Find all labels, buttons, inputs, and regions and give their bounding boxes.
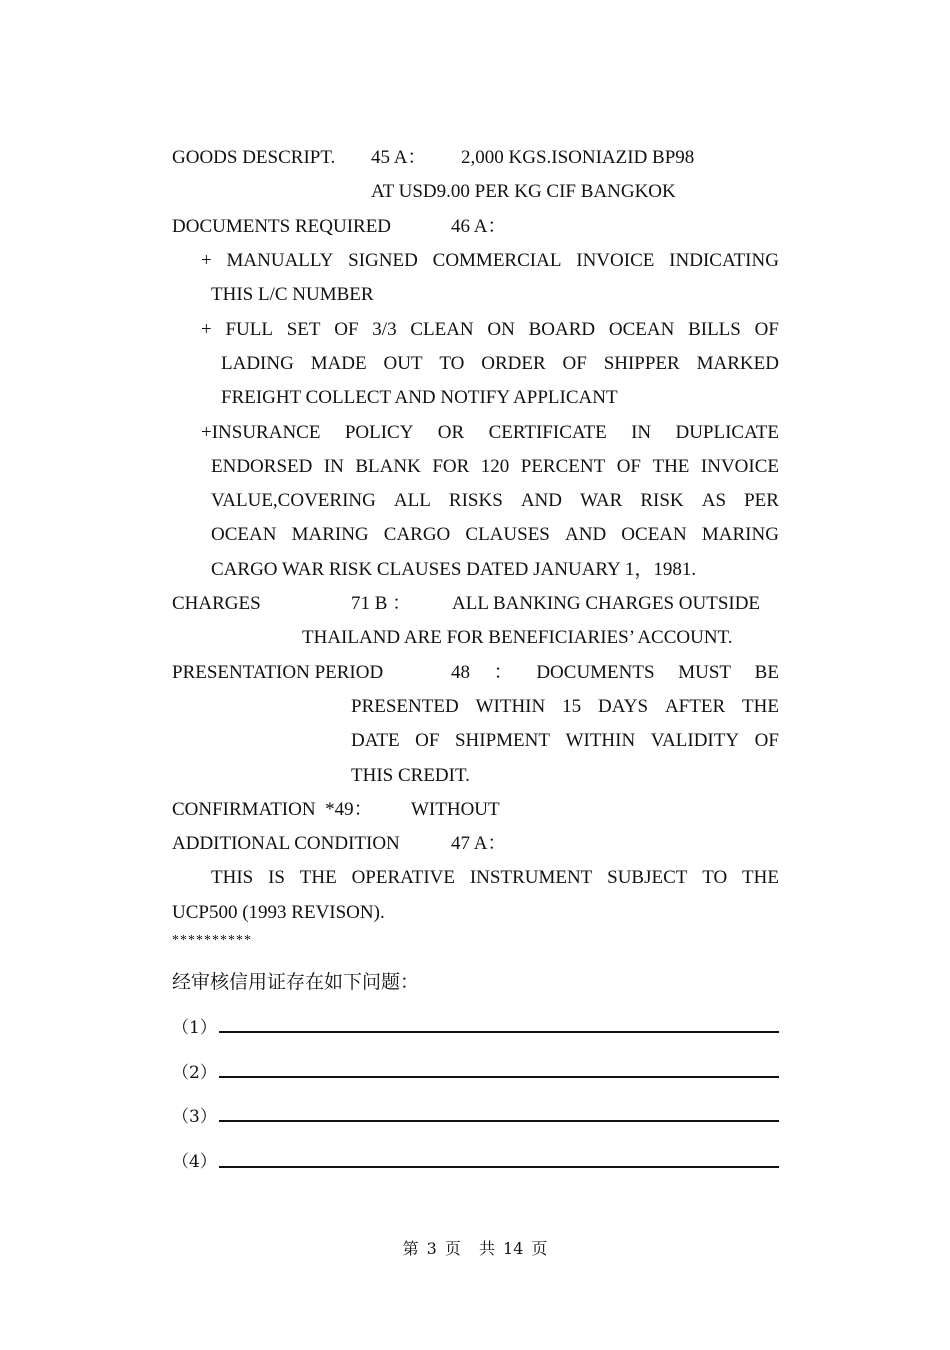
doc-item2-line2: LADING MADE OUT TO ORDER OF SHIPPER MARKED [221,353,779,374]
footer-total-label-b: 页 [531,1239,548,1258]
doc-item3-line1: +INSURANCE POLICY OR CERTIFICATE IN DUPLICATE [201,422,779,443]
charges-value-line2: THAILAND ARE FOR BENEFICIARIES’ ACCOUNT. [302,627,733,648]
goods-label: GOODS DESCRIPT. [172,147,336,168]
documents-label: DOCUMENTS REQUIRED [172,216,392,237]
footer-page-label-b: 页 [444,1239,461,1258]
goods-field-tag: 45 A： [371,147,427,168]
answer-line-2 [219,1076,779,1078]
footer-total-num: 14 [503,1239,524,1258]
answer-number-2: （2） [172,1063,217,1083]
answer-number-3: （3） [172,1107,217,1127]
presentation-line1: 48 ： DOCUMENTS MUST BE [451,662,779,683]
footer-page-label-a: 第 [402,1239,419,1258]
doc-item1-line2: THIS L/C NUMBER [211,284,374,305]
answer-number-1: （1） [172,1018,217,1038]
additional-label: ADDITIONAL CONDITION [172,833,400,854]
presentation-label: PRESENTATION PERIOD [172,662,384,683]
doc-item3-line2: ENDORSED IN BLANK FOR 120 PERCENT OF THE INVOICE [211,456,779,477]
doc-item3-line5: CARGO WAR RISK CLAUSES DATED JANUARY 1，1981. [211,559,697,580]
footer-page-num: 3 [426,1239,437,1258]
doc-item2-line1: + FULL SET OF 3/3 CLEAN ON BOARD OCEAN BILLS OF [201,319,779,340]
additional-field-tag: 47 A： [451,833,507,854]
footer-total-label-a: 共 [479,1239,496,1258]
separator-stars: ********** [172,933,252,948]
page-footer [0,1236,950,1259]
audit-question: 经审核信用证存在如下问题： [172,971,420,993]
confirmation-label: CONFIRMATION *49： [172,799,373,820]
charges-field-tag: 71 B ： [351,593,412,614]
answer-line-1 [219,1031,779,1033]
goods-value-line2: AT USD9.00 PER KG CIF BANGKOK [371,181,676,202]
answer-number-4: （4） [172,1152,217,1172]
charges-label: CHARGES [172,593,261,614]
answer-line-3 [219,1120,779,1122]
additional-line2: UCP500 (1993 REVISON). [172,902,385,923]
doc-item3-line4: OCEAN MARING CARGO CLAUSES AND OCEAN MARING [211,524,779,545]
documents-field-tag: 46 A： [451,216,507,237]
additional-line1: THIS IS THE OPERATIVE INSTRUMENT SUBJECT TO THE [211,867,779,888]
doc-item2-line3: FREIGHT COLLECT AND NOTIFY APPLICANT [221,387,618,408]
goods-value-line1: 2,000 KGS.ISONIAZID BP98 [461,147,695,168]
presentation-line4: THIS CREDIT. [351,765,470,786]
charges-value-line1: ALL BANKING CHARGES OUTSIDE [452,593,761,614]
confirmation-value: WITHOUT [411,799,500,820]
doc-item3-line3: VALUE,COVERING ALL RISKS AND WAR RISK AS PER [211,490,779,511]
presentation-line3: DATE OF SHIPMENT WITHIN VALIDITY OF [351,730,779,751]
answer-line-4 [219,1166,779,1168]
doc-item1-line1: + MANUALLY SIGNED COMMERCIAL INVOICE INDICATING [201,250,779,271]
presentation-line2: PRESENTED WITHIN 15 DAYS AFTER THE [351,696,779,717]
